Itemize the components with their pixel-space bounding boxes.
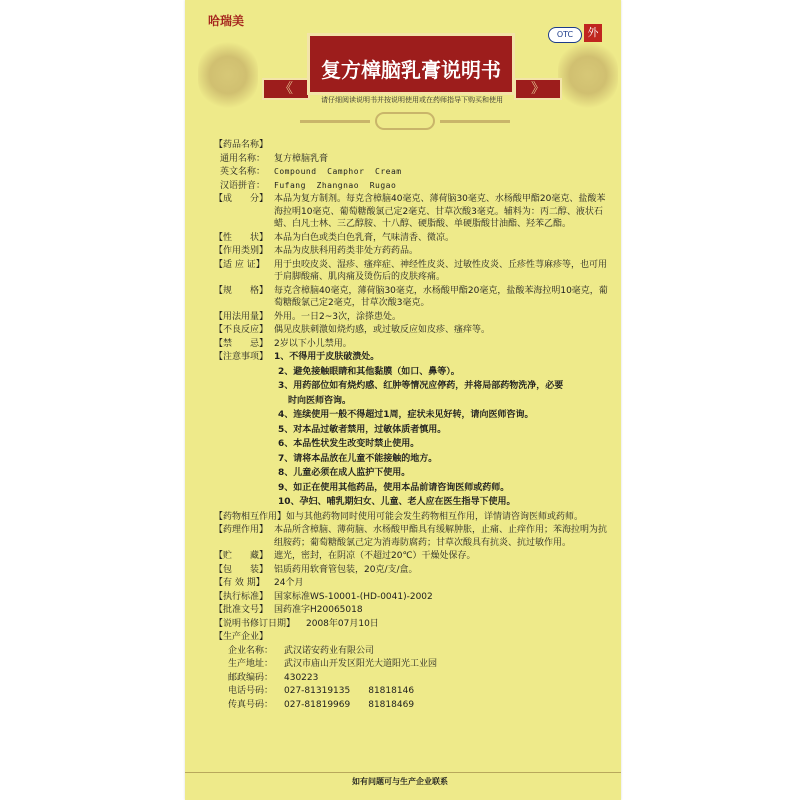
pharmacology-row — [214, 524, 614, 549]
adverse-value: 偶见皮肤刺激如烧灼感，或过敏反应如皮疹、瘙痒等。 — [274, 325, 491, 335]
field-label: 生产地址： — [228, 659, 274, 669]
interaction-row — [214, 511, 614, 524]
category-row — [214, 245, 614, 258]
adverse-row — [214, 324, 614, 337]
standard-row — [214, 591, 614, 604]
precaution-item: 3、用药部位如有烧灼感、红肿等情况应停药，并将局部药物洗净，必要 — [278, 381, 564, 391]
properties-row — [214, 232, 614, 245]
fax-value: 027-81819969 81818469 — [284, 699, 415, 710]
company-value: 武汉诺安药业有限公司 — [284, 645, 375, 656]
title-subtitle: 请仔细阅读说明书并按说明使用或在药师指导下购买和使用 — [321, 96, 503, 104]
category-value: 本品为皮肤科用药类非处方药药品。 — [274, 246, 419, 256]
ingredients-value: 本品为复方制剂。每克含樟脑40毫克、薄荷脑30毫克、水杨酸甲酯20毫克、盐酸苯海拉明10毫克、葡萄糖酸氯己定2毫克、甘草次酸3毫克。辅料为：丙二醇、液状石蜡、白凡士林、三乙醇胺、十八醇、硬脂酸、单硬脂酸甘油酯、羟苯乙酯。 — [274, 194, 606, 229]
drug-name-section — [214, 139, 614, 152]
validity-row — [214, 577, 614, 590]
precaution-item: 10、孕妇、哺乳期妇女、儿童、老人应在医生指导下使用。 — [278, 497, 516, 507]
revision-row — [214, 618, 614, 631]
section-label: 【有 效 期】 — [214, 578, 265, 588]
otc-badge: OTC — [548, 27, 582, 43]
section-label: 【批准文号】 — [214, 605, 269, 615]
field-label: 电话号码： — [228, 686, 274, 696]
section-label: 【生产企业】 — [214, 632, 269, 642]
dragon-ornament-right — [558, 40, 618, 110]
banner-arrow-right: 》 — [514, 78, 562, 100]
section-label: 【贮 藏】 — [214, 551, 269, 561]
section-label: 【包 装】 — [214, 564, 269, 575]
ornament-line-right — [440, 120, 510, 123]
postcode-row — [214, 672, 614, 685]
precautions-row — [214, 351, 614, 364]
section-label: 【注意事项】 — [214, 352, 269, 362]
section-label: 【药理作用】 — [214, 525, 269, 535]
english-name-value: Compound Camphor Cream — [274, 167, 402, 176]
section-label: 【执行标准】 — [214, 591, 269, 602]
english-name-row — [214, 166, 614, 179]
indications-row — [214, 259, 614, 284]
section-label: 【成 分】 — [214, 194, 269, 204]
section-label: 【性 状】 — [214, 232, 269, 243]
instruction-content — [214, 138, 614, 712]
generic-name-value: 复方樟脑乳膏 — [274, 153, 329, 164]
ingredients-row — [214, 193, 614, 231]
pinyin-row — [214, 180, 614, 193]
external-use-badge: 外 — [584, 24, 602, 42]
precaution-item: 1、不得用于皮肤破溃处。 — [274, 352, 380, 362]
section-label: 【用法用量】 — [214, 311, 269, 322]
storage-row — [214, 550, 614, 563]
precaution-item: 8、儿童必须在成人监护下使用。 — [278, 468, 411, 478]
address-value: 武汉市庙山开发区阳光大道阳光工业园 — [284, 659, 438, 669]
dragon-ornament-left — [198, 40, 258, 110]
brand-name: 哈瑞美 — [208, 14, 245, 28]
dosage-value: 外用。一日2~3次，涂搽患处。 — [274, 311, 401, 322]
precaution-item: 4、连续使用一般不得超过1周，症状未见好转，请向医师咨询。 — [278, 410, 534, 420]
footer-note: 如有问题可与生产企业联系 — [352, 777, 448, 786]
ornament-line-left — [300, 120, 370, 123]
field-label: 汉语拼音： — [220, 180, 266, 191]
approval-value: 国药准字H20065018 — [274, 605, 363, 615]
company-row — [214, 645, 614, 658]
interaction-value: 如与其他药物同时使用可能会发生药物相互作用，详情请咨询医师或药师。 — [286, 511, 584, 522]
section-label: 【药品名称】 — [214, 140, 269, 150]
precaution-item: 2、避免接触眼睛和其他黏膜（如口、鼻等）。 — [278, 366, 460, 377]
properties-value: 本品为白色或类白色乳膏，气味清香、微凉。 — [274, 232, 455, 243]
section-label: 【药物相互作用】 — [214, 511, 287, 522]
section-label: 【规 格】 — [214, 285, 269, 296]
generic-name-row — [214, 153, 614, 166]
standard-value: 国家标准WS-10001-(HD-0041)-2002 — [274, 591, 433, 602]
field-label: 邮政编码： — [228, 672, 274, 683]
validity-value: 24个月 — [274, 578, 304, 588]
precaution-item: 6、本品性状发生改变时禁止使用。 — [278, 439, 420, 449]
postcode-value: 430223 — [284, 672, 319, 683]
fax-row — [214, 699, 614, 712]
precaution-item: 5、对本品过敏者禁用，过敏体质者慎用。 — [278, 424, 447, 435]
address-row — [214, 658, 614, 671]
package-row — [214, 564, 614, 577]
pinyin-value: Fufang Zhangnao Rugao — [274, 180, 397, 190]
precaution-item: 时向医师咨询。 — [288, 395, 352, 406]
section-label: 【不良反应】 — [214, 325, 269, 335]
field-label: 通用名称： — [220, 153, 266, 164]
indications-value: 用于虫咬皮炎、湿疹、瘙痒症、神经性皮炎、过敏性皮炎、丘疹性荨麻疹等，也可用于肩脚酸痛、肌肉痛及烫伤后的皮肤疼痛。 — [274, 259, 608, 282]
banner-arrow-left: 《 — [262, 78, 310, 100]
specification-row — [214, 285, 614, 310]
precaution-item: 9、如正在使用其他药品，使用本品前请咨询医师或药师。 — [278, 482, 510, 493]
phone-row — [214, 685, 614, 698]
field-label: 传真号码： — [228, 699, 274, 710]
precaution-item: 7、请将本品放在儿童不能接触的地方。 — [278, 453, 438, 464]
field-label: 企业名称： — [228, 645, 274, 656]
manufacturer-section — [214, 631, 614, 644]
field-label: 英文名称： — [220, 167, 266, 177]
pharmacology-value: 本品所含樟脑、薄荷脑、水杨酸甲酯具有缓解肿胀，止痛、止痒作用；苯海拉明为抗组胺药；葡萄糖酸氯己定为消毒防腐药；甘草次酸具有抗炎、抗过敏作用。 — [274, 525, 608, 548]
ornament-center — [375, 112, 435, 130]
section-label: 【适 应 证】 — [214, 259, 265, 270]
contraindication-value: 2岁以下小儿禁用。 — [274, 338, 352, 349]
title-banner — [307, 33, 515, 95]
section-label: 【作用类别】 — [214, 246, 269, 256]
document-title: 复方樟脑乳膏说明书 — [321, 58, 501, 82]
footer-divider — [185, 772, 621, 773]
section-label: 【禁 忌】 — [214, 338, 269, 349]
approval-row — [214, 604, 614, 617]
specification-value: 每克含樟脑40毫克，薄荷脑30毫克，水杨酸甲酯20毫克，盐酸苯海拉明10毫克，葡萄糖酸氯己定2毫克，甘草次酸3毫克。 — [274, 285, 608, 308]
storage-value: 遮光，密封，在阴凉（不超过20℃）干燥处保存。 — [274, 551, 476, 561]
dosage-row — [214, 311, 614, 324]
phone-value: 027-81319135 81818146 — [284, 686, 415, 696]
section-label: 【说明书修订日期】 — [214, 618, 296, 629]
revision-value: 2008年07月10日 — [306, 618, 379, 629]
package-value: 铝质药用软膏管包装，20克/支/盒。 — [274, 564, 418, 575]
contraindication-row — [214, 338, 614, 351]
